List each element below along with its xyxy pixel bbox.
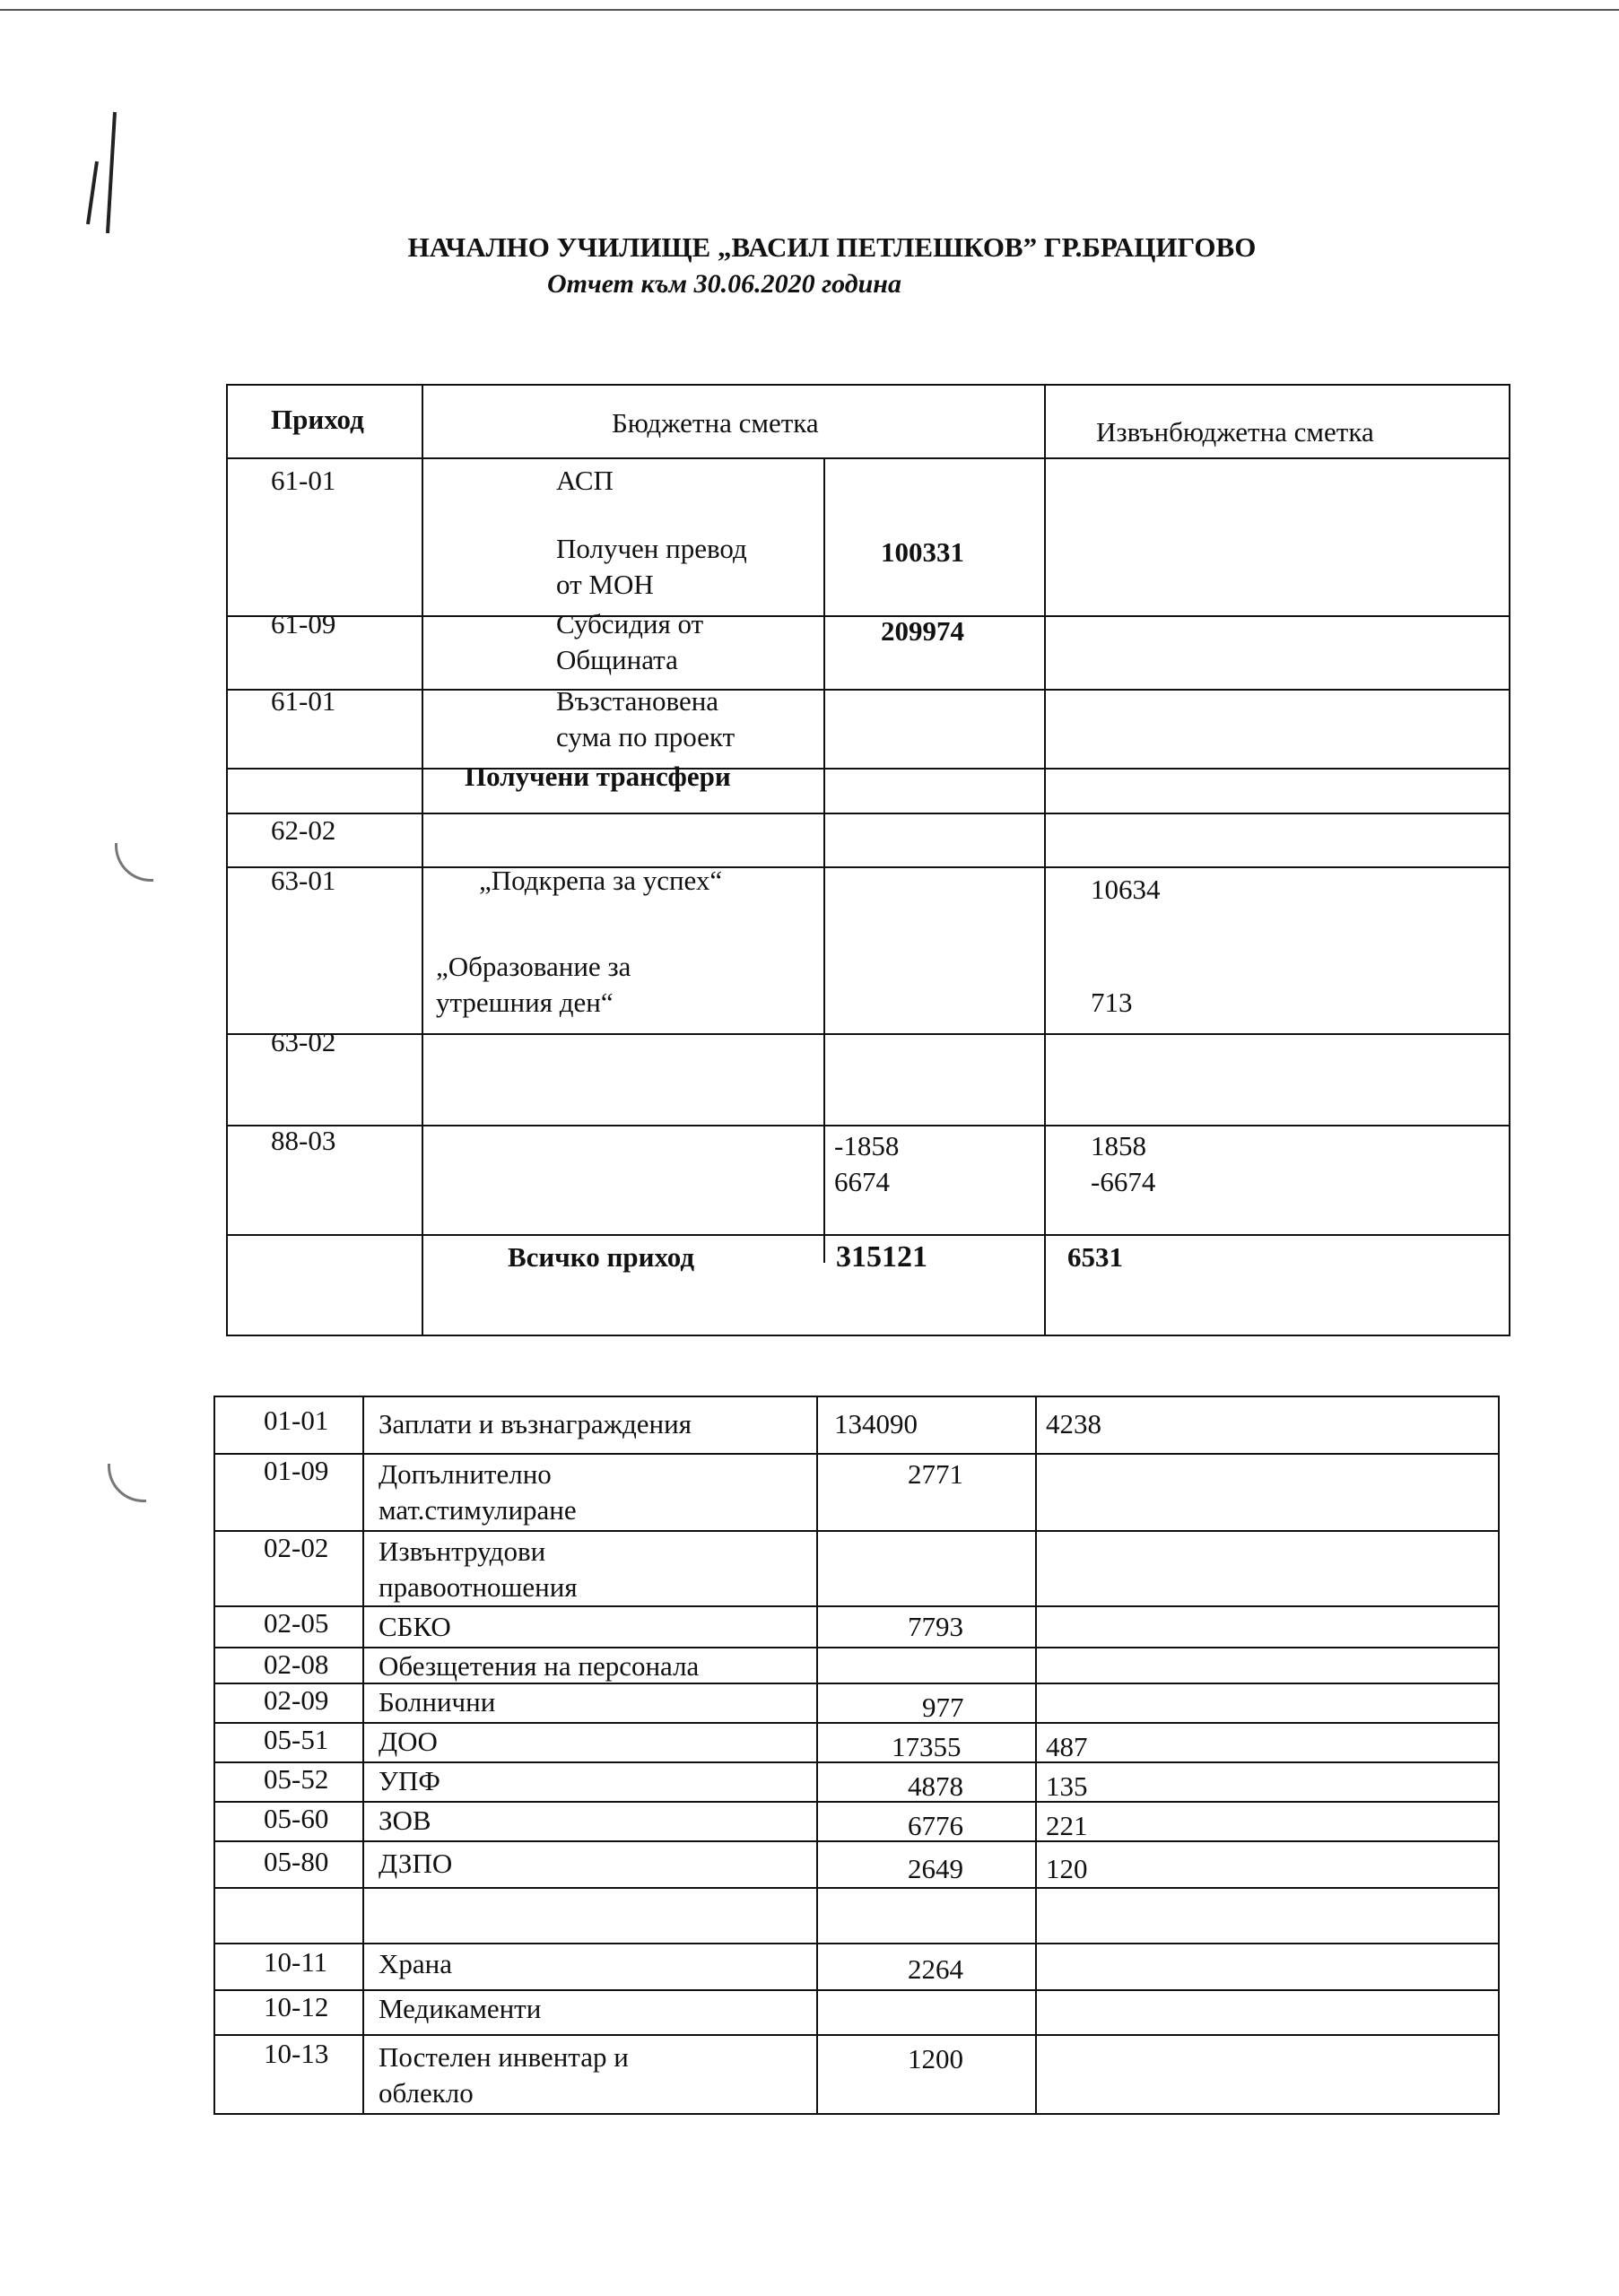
income-extra-value: 713 bbox=[1091, 987, 1133, 1018]
expense-name: правоотношения bbox=[379, 1571, 578, 1603]
expense-budget-value: 17355 bbox=[892, 1731, 962, 1762]
expense-name: Постелен инвентар и bbox=[379, 2041, 629, 2073]
income-code: 61-01 bbox=[271, 465, 336, 496]
expense-code: 05-51 bbox=[264, 1724, 329, 1755]
expense-name: облекло bbox=[379, 2077, 474, 2109]
expense-name: ДОО bbox=[379, 1726, 438, 1757]
expense-name: Медикаменти bbox=[379, 1993, 542, 2024]
handwritten-mark bbox=[81, 108, 135, 242]
scan-edge bbox=[0, 9, 1619, 11]
income-code: 63-01 bbox=[271, 865, 336, 896]
expense-budget-value: 1200 bbox=[908, 2043, 963, 2074]
expense-budget-value: 2771 bbox=[908, 1458, 963, 1490]
income-label: Общината bbox=[556, 644, 678, 675]
expense-budget-value: 6776 bbox=[908, 1810, 963, 1841]
expense-code: 02-02 bbox=[264, 1532, 329, 1563]
expense-name: Извънтрудови bbox=[379, 1535, 546, 1567]
expense-code: 10-11 bbox=[264, 1946, 328, 1978]
income-label: АСП bbox=[556, 465, 614, 496]
income-label: „Подкрепа за успех“ bbox=[479, 865, 723, 896]
income-budget-value: -1858 bbox=[834, 1130, 900, 1161]
expense-extra-value: 135 bbox=[1046, 1770, 1088, 1802]
expense-code: 02-08 bbox=[264, 1648, 329, 1680]
expense-code: 05-80 bbox=[264, 1846, 329, 1877]
expense-code: 02-05 bbox=[264, 1607, 329, 1639]
income-total-budget: 315121 bbox=[836, 1240, 927, 1274]
income-extra-value: -6674 bbox=[1091, 1166, 1156, 1197]
expense-budget-value: 4878 bbox=[908, 1770, 963, 1802]
income-label: Възстановена bbox=[556, 685, 719, 717]
income-budget-value: 6674 bbox=[834, 1166, 890, 1197]
expense-name: Заплати и възнаграждения bbox=[379, 1408, 692, 1439]
income-code: 63-02 bbox=[271, 1026, 336, 1057]
expense-extra-value: 120 bbox=[1046, 1853, 1088, 1884]
income-total-label: Всичко приход bbox=[508, 1241, 695, 1273]
expense-name: Храна bbox=[379, 1948, 452, 1979]
expense-code: 02-09 bbox=[264, 1684, 329, 1716]
expense-budget-value: 2649 bbox=[908, 1853, 963, 1884]
income-code: 88-03 bbox=[271, 1125, 336, 1156]
income-budget-value: 100331 bbox=[881, 536, 964, 568]
income-code: 61-09 bbox=[271, 608, 336, 639]
income-extra-value: 10634 bbox=[1091, 874, 1161, 905]
expense-budget-value: 134090 bbox=[834, 1408, 918, 1439]
expense-name: ЗОВ bbox=[379, 1805, 431, 1836]
income-label: от МОН bbox=[556, 569, 654, 600]
expense-code: 05-52 bbox=[264, 1763, 329, 1795]
expense-table bbox=[213, 1396, 1500, 2115]
expense-code: 01-09 bbox=[264, 1455, 329, 1486]
expense-extra-value: 4238 bbox=[1046, 1408, 1101, 1439]
punch-hole-mark bbox=[108, 1464, 146, 1502]
income-code: 61-01 bbox=[271, 685, 336, 717]
income-total-extra: 6531 bbox=[1067, 1241, 1123, 1273]
expense-code: 10-13 bbox=[264, 2038, 329, 2069]
income-label: сума по проект bbox=[556, 721, 736, 752]
income-label: утрешния ден“ bbox=[436, 987, 614, 1018]
page-title: НАЧАЛНО УЧИЛИЩЕ „ВАСИЛ ПЕТЛЕШКОВ” ГР.БРАЦИГОВО bbox=[407, 231, 1257, 263]
expense-name: Обезщетения на персонала bbox=[379, 1650, 700, 1682]
expense-name: Допълнително bbox=[379, 1458, 552, 1490]
header-extra-budget-account: Извънбюджетна сметка bbox=[1096, 416, 1374, 448]
expense-name: Болнични bbox=[379, 1686, 496, 1718]
expense-budget-value: 7793 bbox=[908, 1611, 963, 1642]
expense-name: мат.стимулиране bbox=[379, 1494, 577, 1526]
income-code: 62-02 bbox=[271, 814, 336, 846]
expense-extra-value: 487 bbox=[1046, 1731, 1088, 1762]
income-budget-value: 209974 bbox=[881, 615, 964, 647]
income-label: Субсидия от bbox=[556, 608, 704, 639]
expense-budget-value: 977 bbox=[922, 1692, 964, 1723]
income-label: „Образование за bbox=[436, 951, 631, 982]
income-table bbox=[226, 384, 1510, 1336]
expense-code: 10-12 bbox=[264, 1991, 329, 2022]
page-subtitle: Отчет към 30.06.2020 година bbox=[547, 269, 901, 299]
income-extra-value: 1858 bbox=[1091, 1130, 1146, 1161]
expense-budget-value: 2264 bbox=[908, 1953, 963, 1985]
expense-name: СБКО bbox=[379, 1611, 451, 1642]
header-income-code: Приход bbox=[271, 404, 364, 435]
expense-code: 05-60 bbox=[264, 1803, 329, 1834]
punch-hole-mark bbox=[115, 843, 153, 882]
income-label-transfers: Получени трансфери bbox=[465, 761, 731, 792]
expense-name: УПФ bbox=[379, 1765, 440, 1796]
income-label: Получен превод bbox=[556, 533, 747, 564]
header-budget-account: Бюджетна сметка bbox=[612, 407, 819, 439]
expense-code: 01-01 bbox=[264, 1405, 329, 1436]
expense-name: ДЗПО bbox=[379, 1848, 453, 1879]
expense-extra-value: 221 bbox=[1046, 1810, 1088, 1841]
